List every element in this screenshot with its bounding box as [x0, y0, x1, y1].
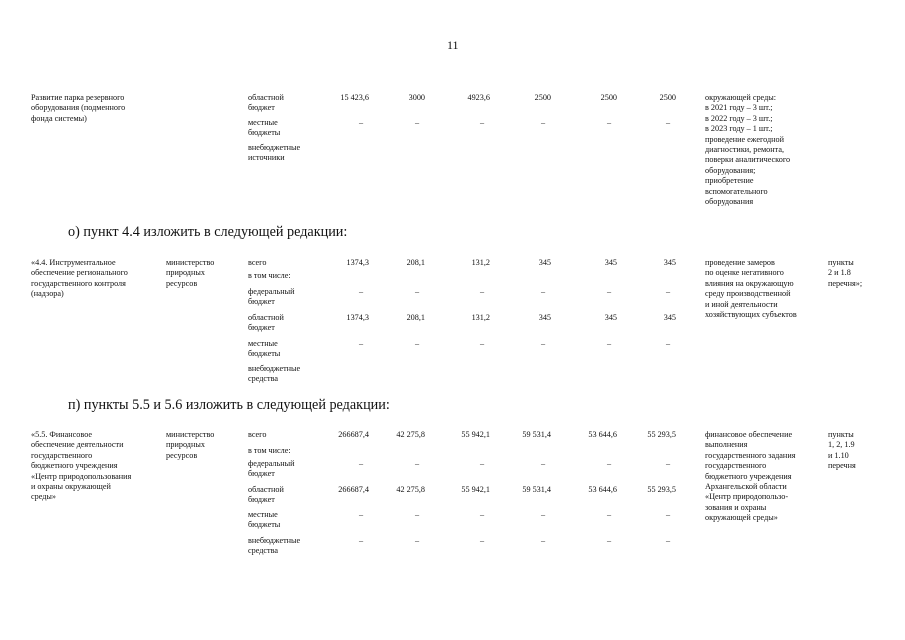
row55-value: –	[358, 459, 364, 468]
fleet-source-label: внебюджетные	[248, 143, 301, 152]
row55-executor: министерство	[166, 430, 215, 439]
fleet-source-label: бюджет	[248, 103, 275, 113]
row55-value: 59 531,4	[522, 485, 551, 494]
row44-value: –	[540, 287, 546, 296]
row44-value: 345	[663, 313, 676, 322]
fleet-value: 3000	[408, 93, 425, 102]
row55-result: выполнения	[705, 440, 748, 450]
row55-value: –	[479, 510, 485, 519]
fleet-source-label: местные	[248, 118, 278, 127]
page-number: 11	[447, 38, 459, 52]
row55-value: –	[414, 510, 420, 519]
row44-value: 1374,3	[346, 313, 369, 322]
row55-value: –	[479, 459, 485, 468]
fleet-result: оборудования;	[705, 165, 756, 175]
row44-source-label: всего	[248, 258, 267, 267]
row55-value: 42 275,8	[396, 430, 425, 439]
row44-executor: министерство	[166, 258, 215, 267]
row55-source-label: бюджет	[248, 469, 275, 479]
row44-value: 1374,3	[346, 258, 369, 267]
row55-source-label: местные	[248, 510, 278, 519]
row44-executor: природных	[166, 268, 205, 278]
row44-value: 208,1	[406, 313, 425, 322]
row44-result: по оценке негативного	[705, 268, 784, 278]
row55-value: –	[358, 510, 364, 519]
row44-result: хозяйствующих субъектов	[705, 310, 797, 319]
row44-value: –	[606, 339, 612, 348]
row55-title: и охраны окружающей	[31, 482, 111, 491]
row55-result: государственного задания	[705, 450, 796, 460]
row44-value: 131,2	[471, 258, 490, 267]
row55-value: –	[540, 536, 546, 545]
row44-title: государственного контроля	[31, 278, 126, 288]
row55-value: 55 293,5	[647, 485, 676, 494]
row55-source-label: бюджеты	[248, 520, 281, 530]
row44-value: –	[479, 339, 485, 348]
fleet-result: оборудования	[705, 197, 754, 206]
fleet-value: –	[414, 118, 420, 127]
row55-value: –	[665, 536, 671, 545]
row55-value: 55 942,1	[461, 485, 490, 494]
row55-value: 53 644,6	[588, 485, 617, 494]
row55-source-label: всего	[248, 430, 267, 439]
row55-value: 53 644,6	[588, 430, 617, 439]
row55-result: зования и охраны	[705, 502, 767, 512]
fleet-value: 2500	[600, 93, 617, 102]
row55-value: –	[358, 536, 364, 545]
row44-value: –	[414, 287, 420, 296]
row55-title: «Центр природопользования	[31, 471, 132, 481]
fleet-result: окружающей среды:	[705, 93, 777, 102]
row55-value: –	[665, 510, 671, 519]
row44-value: –	[665, 287, 671, 296]
fleet-value: –	[665, 118, 671, 127]
fleet-title: Развитие парка резервного	[31, 93, 125, 102]
fleet-value: –	[606, 118, 612, 127]
row55-value: –	[414, 459, 420, 468]
fleet-value: 2500	[659, 93, 676, 102]
fleet-result: в 2022 году – 3 шт.;	[705, 113, 773, 123]
fleet-value: –	[540, 118, 546, 127]
row44-value: –	[414, 339, 420, 348]
row44-value: 345	[604, 258, 617, 267]
fleet-title: фонда системы)	[31, 113, 87, 123]
row55-points: пункты	[828, 430, 854, 439]
row44-value: –	[479, 287, 485, 296]
row55-points: перечня	[828, 461, 856, 471]
row44-source-label: бюджет	[248, 297, 275, 307]
row55-title: бюджетного учреждения	[31, 461, 118, 471]
row55-source-label: средства	[248, 546, 279, 556]
fleet-result: в 2021 году – 3 шт.;	[705, 103, 773, 113]
row44-source-label: бюджеты	[248, 349, 281, 359]
row55-executor: ресурсов	[166, 450, 198, 460]
row44-source-label: внебюджетные	[248, 364, 301, 373]
row44-executor: ресурсов	[166, 278, 198, 288]
row55-value: –	[606, 459, 612, 468]
row44-value: –	[540, 339, 546, 348]
row55-value: –	[479, 536, 485, 545]
row44-source-label: средства	[248, 374, 279, 384]
row44-value: –	[358, 339, 364, 348]
row55-value: 42 275,8	[396, 485, 425, 494]
row44-value: –	[358, 287, 364, 296]
fleet-source-label: областной	[248, 93, 284, 102]
fleet-value: –	[358, 118, 364, 127]
fleet-value: 4923,6	[467, 93, 490, 102]
row55-value: –	[414, 536, 420, 545]
row44-points: 2 и 1.8	[828, 268, 851, 278]
row44-title: «4.4. Инструментальное	[31, 258, 116, 267]
row55-source-label: внебюджетные	[248, 536, 301, 545]
row44-source-label: бюджет	[248, 323, 275, 333]
row44-value: 345	[604, 313, 617, 322]
row55-value: –	[665, 459, 671, 468]
row44-value: 131,2	[471, 313, 490, 322]
row44-source-label: областной	[248, 313, 284, 322]
fleet-value: 15 423,6	[340, 93, 369, 102]
row55-value: –	[606, 510, 612, 519]
fleet-result: поверки аналитического	[705, 155, 791, 165]
fleet-value: –	[479, 118, 485, 127]
row44-value: 345	[663, 258, 676, 267]
row55-points: и 1.10	[828, 450, 849, 460]
fleet-result: приобретение	[705, 176, 754, 186]
row44-value: –	[665, 339, 671, 348]
row55-value: –	[606, 536, 612, 545]
row44-result: среду производственной	[705, 289, 791, 299]
row44-points: перечня»;	[828, 278, 863, 288]
row44-value: 208,1	[406, 258, 425, 267]
row55-result: финансовое обеспечение	[705, 430, 793, 439]
row55-result: Архангельской области	[705, 482, 787, 491]
row44-title: (надзора)	[31, 289, 64, 299]
fleet-result: в 2023 году – 1 шт.;	[705, 124, 773, 134]
row55-points: 1, 2, 1.9	[828, 440, 855, 450]
fleet-result: проведение ежегодной	[705, 134, 785, 144]
fleet-source-label: источники	[248, 153, 285, 163]
row55-source-label: бюджет	[248, 495, 275, 505]
row55-value: –	[540, 459, 546, 468]
row44-result: проведение замеров	[705, 258, 775, 267]
row55-value: 266687,4	[338, 430, 369, 439]
row44-result: и иной деятельности	[705, 299, 778, 309]
row44-source-label: местные	[248, 339, 278, 348]
row55-value: –	[540, 510, 546, 519]
fleet-result: вспомогательного	[705, 186, 768, 196]
fleet-value: 2500	[534, 93, 551, 102]
row44-source-label: федеральный	[248, 287, 295, 296]
row55-executor: природных	[166, 440, 205, 450]
fleet-title: оборудования (подменного	[31, 103, 126, 113]
section-heading-p: п) пункты 5.5 и 5.6 изложить в следующей редакции:	[68, 397, 390, 413]
row44-value: 345	[538, 258, 551, 267]
row55-result: государственного	[705, 461, 767, 471]
row44-value: 345	[538, 313, 551, 322]
row44-result: влияния на окружающую	[705, 278, 794, 288]
row55-result: «Центр природопользо-	[705, 492, 789, 502]
fleet-source-label: бюджеты	[248, 128, 281, 138]
row55-source-label: в том числе:	[248, 446, 291, 455]
row55-value: 266687,4	[338, 485, 369, 494]
row55-title: обеспечение деятельности	[31, 440, 124, 450]
row44-title: обеспечение регионального	[31, 268, 128, 278]
row55-value: 59 531,4	[522, 430, 551, 439]
row55-result: окружающей среды»	[705, 513, 778, 523]
row44-source-label: в том числе:	[248, 271, 291, 280]
row55-source-label: федеральный	[248, 459, 295, 468]
row55-title: среды»	[31, 492, 57, 502]
row44-points: пункты	[828, 258, 854, 267]
row44-value: –	[606, 287, 612, 296]
fleet-result: диагностики, ремонта,	[705, 145, 785, 154]
row55-title: «5.5. Финансовое	[31, 430, 93, 439]
row55-value: 55 293,5	[647, 430, 676, 439]
section-heading-o: о) пункт 4.4 изложить в следующей редакции:	[68, 224, 348, 240]
row55-title: государственного	[31, 450, 93, 460]
row55-value: 55 942,1	[461, 430, 490, 439]
row55-result: бюджетного учреждения	[705, 471, 792, 481]
row55-source-label: областной	[248, 485, 284, 494]
